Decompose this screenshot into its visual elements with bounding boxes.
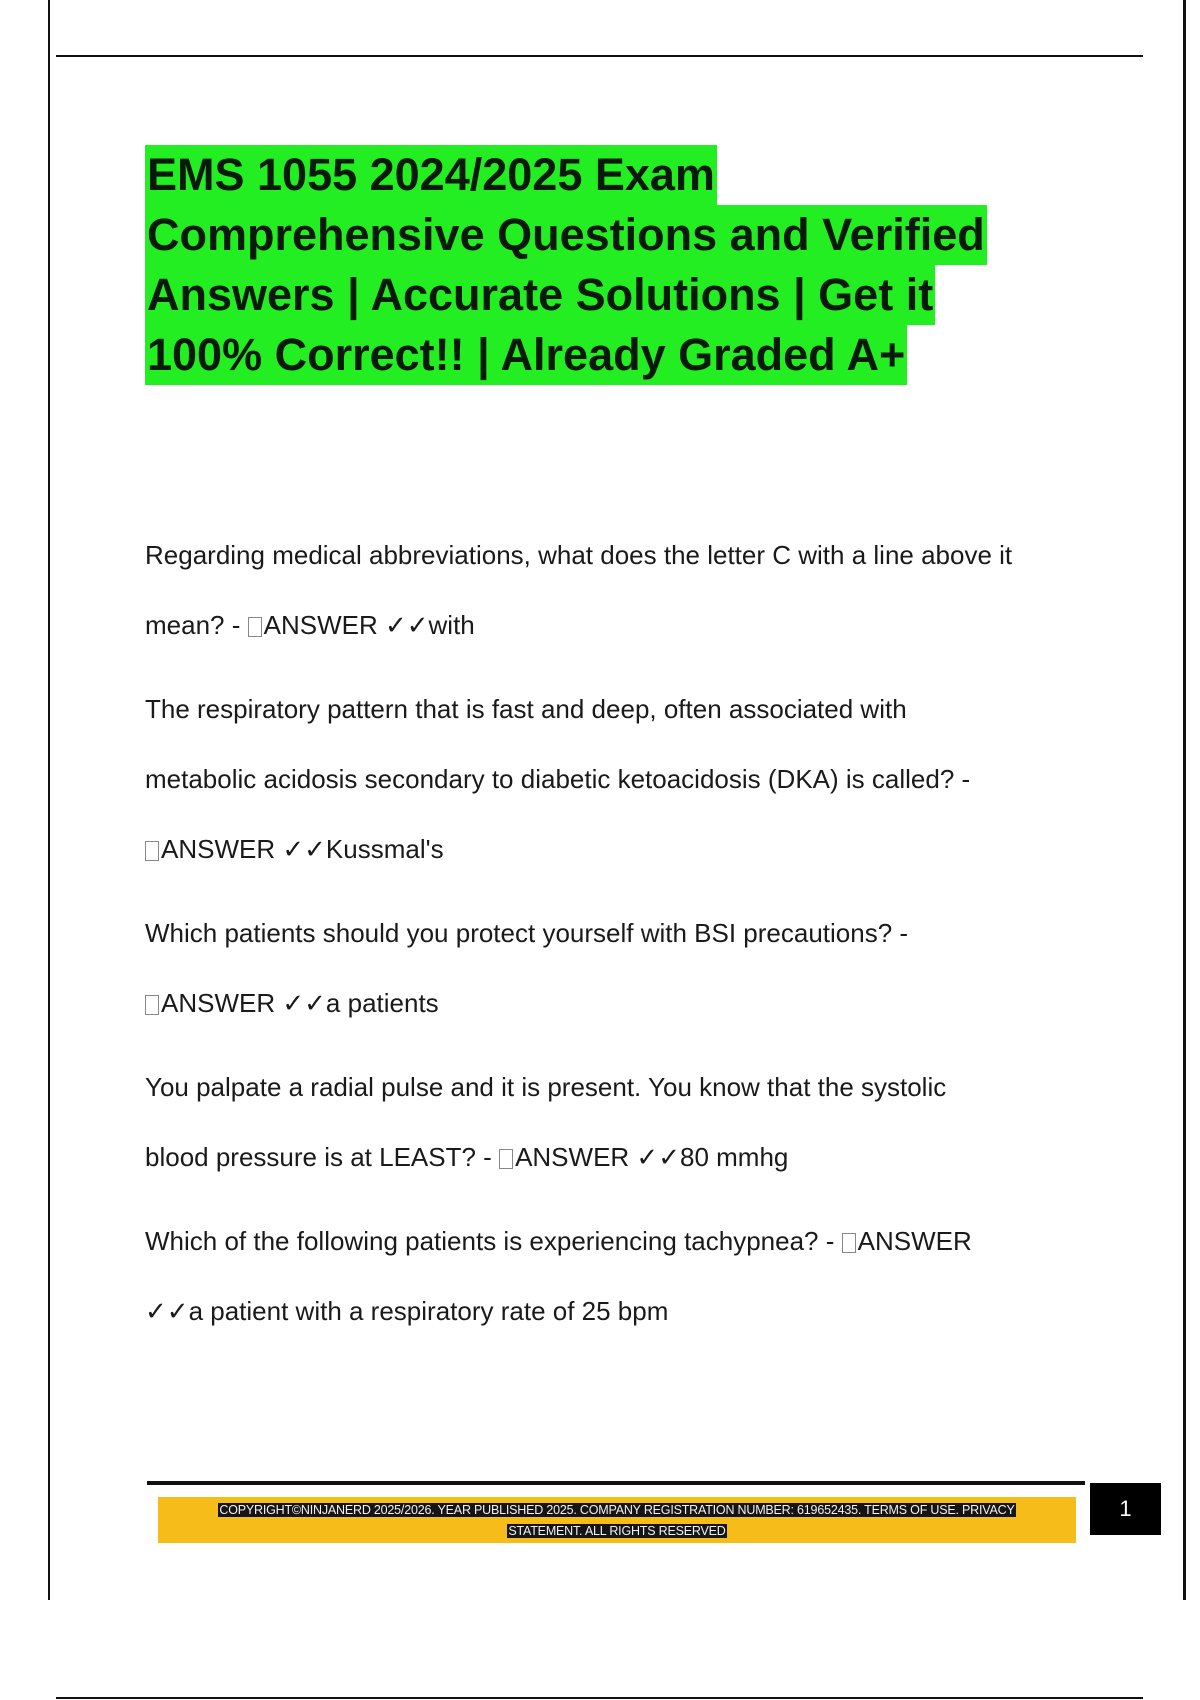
title-line-3: Answers | Accurate Solutions | Get it [145, 265, 935, 325]
qa-item-2 [145, 674, 1105, 884]
checkbox-glyph-icon [842, 1233, 856, 1253]
qa-list [145, 520, 1105, 1360]
copyright-line-1: COPYRIGHT©NINJANERD 2025/2026. YEAR PUBLISHED 2025. COMPANY REGISTRATION NUMBER: 619652435. TERMS OF USE. PRIVACY [219, 1503, 1015, 1517]
title-line-1: EMS 1055 2024/2025 Exam [145, 145, 717, 205]
answer-text: ✓✓a patient with a respiratory rate of 25 bpm [145, 1296, 669, 1326]
title-line-2: Comprehensive Questions and Verified [145, 205, 987, 265]
copyright-notice [158, 1500, 1076, 1542]
qa-item-1 [145, 520, 1105, 660]
question-text: The respiratory pattern that is fast and deep, often associated with [145, 694, 907, 724]
page-border-left [48, 0, 50, 1600]
qa-item-4 [145, 1052, 1105, 1192]
question-text: blood pressure is at LEAST? - [145, 1142, 500, 1172]
question-text: Which of the following patients is experiencing tachypnea? - [145, 1226, 842, 1256]
question-text: Which patients should you protect yourself with BSI precautions? - [145, 918, 909, 948]
checkbox-glyph-icon [248, 617, 262, 637]
answer-prefix: ANSWER [857, 1226, 972, 1256]
page-border-right [1183, 0, 1186, 1600]
answer-text: Kussmal's [325, 834, 444, 864]
answer-prefix: ANSWER ✓✓ [161, 834, 326, 864]
question-text: Regarding medical abbreviations, what does the letter C with a line above it [145, 540, 1013, 570]
checkbox-glyph-icon [145, 995, 159, 1015]
page-number: 1 [1090, 1483, 1161, 1535]
qa-item-3 [145, 898, 1105, 1038]
answer-text: a patients [325, 988, 439, 1018]
top-rule [56, 55, 1143, 57]
question-text: You palpate a radial pulse and it is present. You know that the systolic [145, 1072, 947, 1102]
answer-prefix: ANSWER ✓✓ [263, 610, 429, 640]
title-line-4: 100% Correct!! | Already Graded A+ [145, 325, 907, 385]
question-text: mean? - [145, 610, 248, 640]
next-page-top-rule [56, 1697, 1143, 1699]
answer-text: with [428, 610, 475, 640]
checkbox-glyph-icon [499, 1149, 513, 1169]
copyright-line-2: STATEMENT. ALL RIGHTS RESERVED [508, 1524, 726, 1538]
answer-text: 80 mmhg [679, 1142, 789, 1172]
footer-rule [147, 1481, 1085, 1485]
answer-prefix: ANSWER ✓✓ [161, 988, 326, 1018]
answer-prefix: ANSWER ✓✓ [515, 1142, 680, 1172]
checkbox-glyph-icon [145, 841, 159, 861]
qa-item-5 [145, 1206, 1105, 1346]
document-title [145, 145, 1095, 385]
question-text: metabolic acidosis secondary to diabetic ketoacidosis (DKA) is called? - [145, 764, 971, 794]
